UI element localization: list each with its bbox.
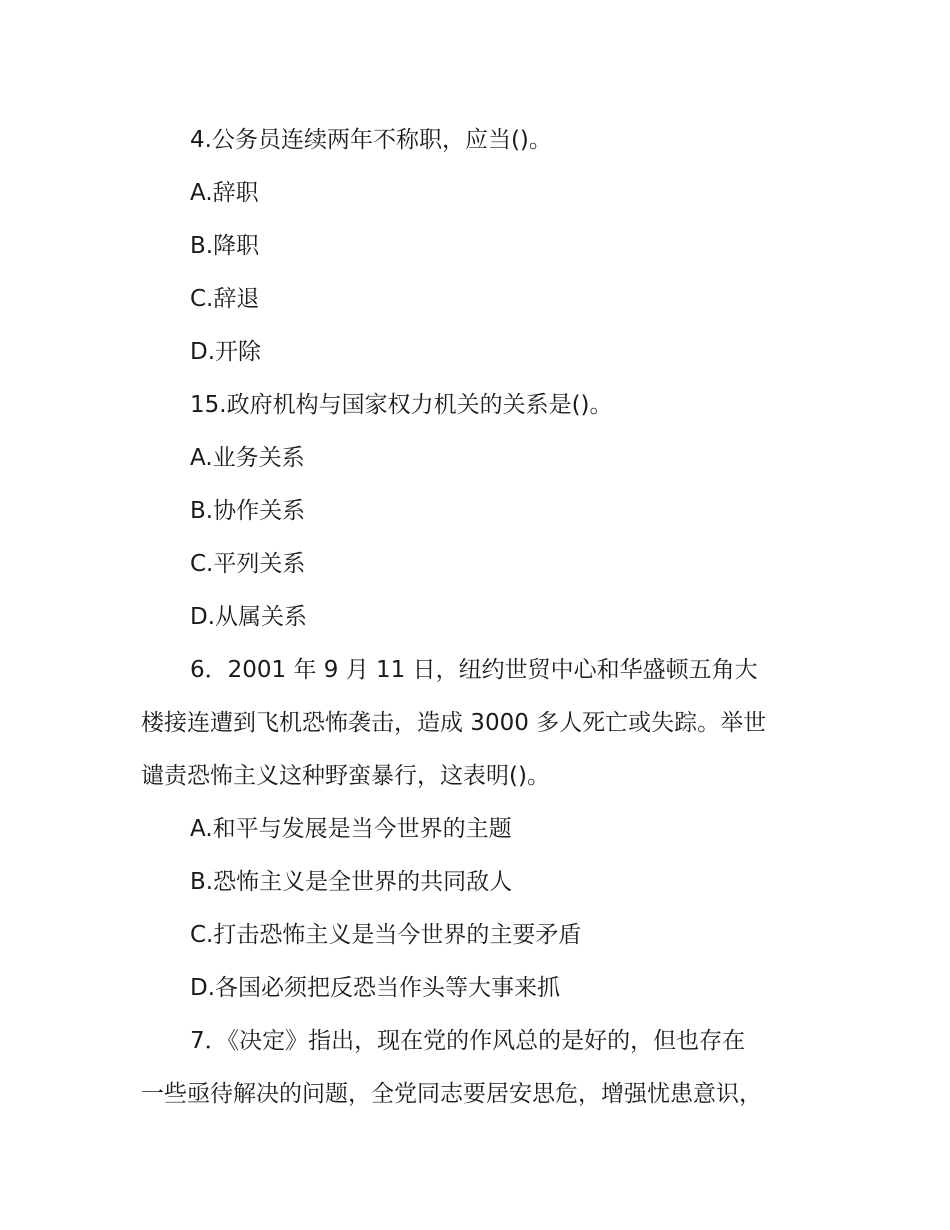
question-4-option-c: C.辞退 <box>190 286 260 312</box>
question-4-option-d: D.开除 <box>190 339 262 365</box>
question-15-option-b: B.协作关系 <box>190 498 306 524</box>
question-15-option-a: A.业务关系 <box>190 445 305 471</box>
question-15-stem: 15.政府机构与国家权力机关的关系是()。 <box>190 392 613 418</box>
document-body <box>141 114 811 1121</box>
question-6-stem-line-1: 6．2001 年 9 月 11 日，纽约世贸中心和华盛顿五角大 <box>190 657 758 683</box>
question-7-stem-line-2: 一些亟待解决的问题，全党同志要居安思危，增强忧患意识， <box>141 1081 762 1107</box>
question-4-option-a: A.辞职 <box>190 180 259 206</box>
question-6-stem-line-3: 谴责恐怖主义这种野蛮暴行，这表明()。 <box>141 763 550 789</box>
question-6-option-d: D.各国必须把反恐当作头等大事来抓 <box>190 975 561 1001</box>
question-6-option-a: A.和平与发展是当今世界的主题 <box>190 816 512 842</box>
question-15-option-d: D.从属关系 <box>190 604 308 630</box>
question-6-stem-line-2: 楼接连遭到飞机恐怖袭击，造成 3000 多人死亡或失踪。举世 <box>141 710 767 736</box>
question-15-option-c: C.平列关系 <box>190 551 306 577</box>
question-6-option-b: B.恐怖主义是全世界的共同敌人 <box>190 869 513 895</box>
question-4-option-b: B.降职 <box>190 233 260 259</box>
question-4-stem: 4.公务员连续两年不称职，应当()。 <box>190 127 552 153</box>
question-6-option-c: C.打击恐怖主义是当今世界的主要矛盾 <box>190 922 582 948</box>
question-7-stem-line-1: 7．《决定》指出，现在党的作风总的是好的，但也存在 <box>190 1028 746 1054</box>
